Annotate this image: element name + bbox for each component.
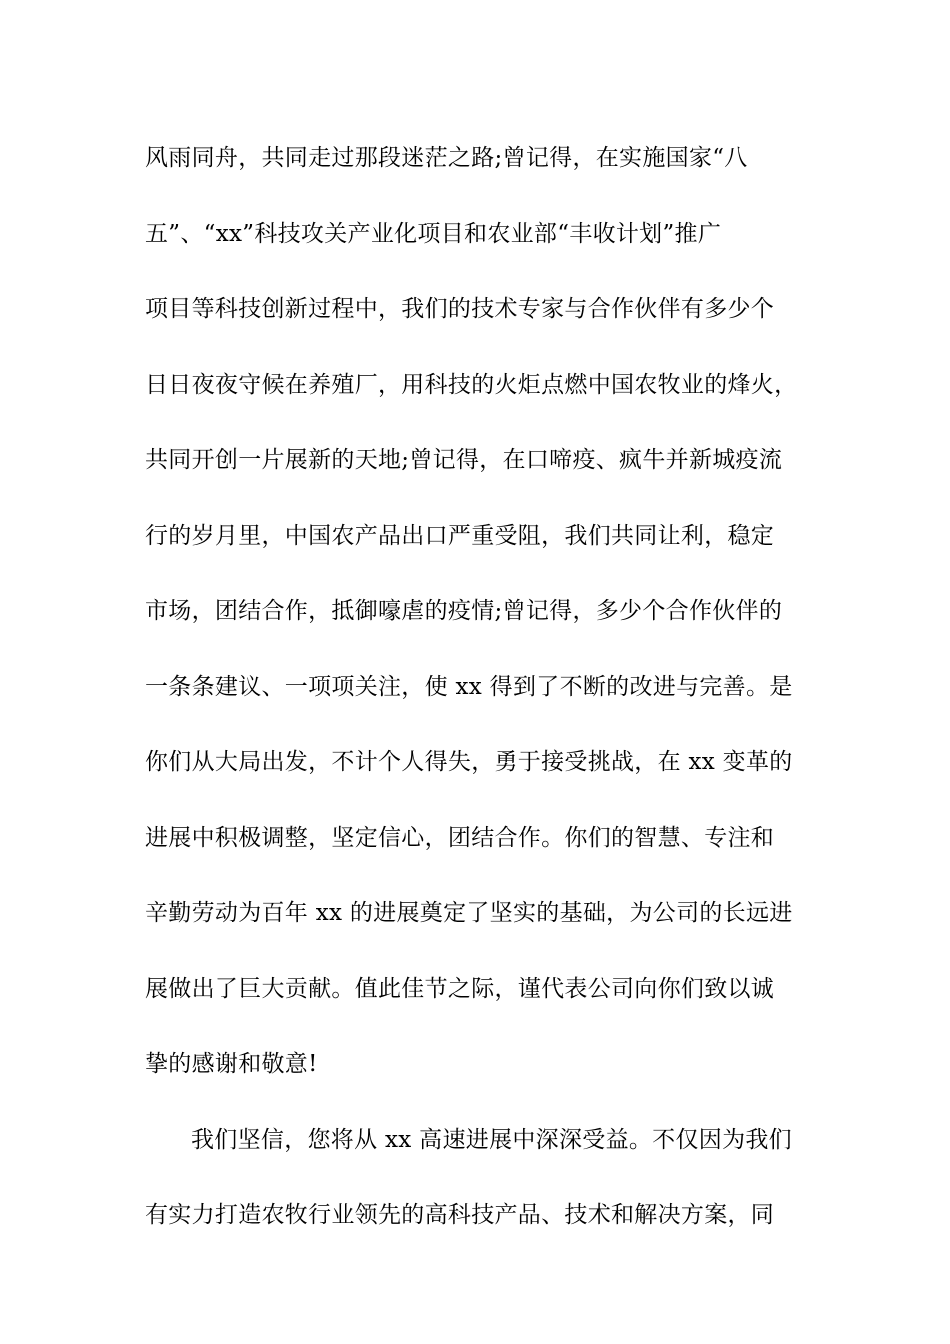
text-line: 一条条建议、一项项关注，使 xx 得到了不断的改进与完善。是 <box>145 673 793 700</box>
text-line: 你们从大局出发，不计个人得失，勇于接受挑战，在 xx 变革的 <box>145 749 793 775</box>
text-line: 有实力打造农牧行业领先的高科技产品、技术和解决方案，同 <box>145 1202 775 1228</box>
text-line: 项目等科技创新过程中，我们的技术专家与合作伙伴有多少个 <box>145 296 775 322</box>
text-line: 五”、“xx”科技攻关产业化项目和农业部“丰收计划”推广 <box>145 220 722 247</box>
text-line: 日日夜夜守候在养殖厂，用科技的火炬点燃中国农牧业的烽火， <box>145 371 798 398</box>
text-line: 行的岁月里，中国农产品出口严重受阻，我们共同让利，稳定 <box>145 522 775 549</box>
body-text <box>145 131 810 1264</box>
text-line: 挚的感谢和敬意! <box>145 1051 318 1077</box>
text-line: 展做出了巨大贡献。值此佳节之际，谨代表公司向你们致以诚 <box>145 975 775 1002</box>
text-line: 共同开创一片展新的天地;曾记得，在口啼疫、疯牛并新城疫流 <box>145 447 783 473</box>
text-line: 风雨同舟，共同走过那段迷茫之路;曾记得，在实施国家“八 <box>145 145 748 171</box>
text-line: 辛勤劳动为百年 xx 的进展奠定了坚实的基础，为公司的长远进 <box>145 900 793 926</box>
paragraph-start-line: 我们坚信，您将从 xx 高速进展中深深受益。不仅因为我们 <box>191 1126 792 1153</box>
text-line: 市场，团结合作，抵御嚎虐的疫情;曾记得，多少个合作伙伴的 <box>145 598 783 624</box>
text-line: 进展中积极调整，坚定信心，团结合作。你们的智慧、专注和 <box>145 824 775 851</box>
